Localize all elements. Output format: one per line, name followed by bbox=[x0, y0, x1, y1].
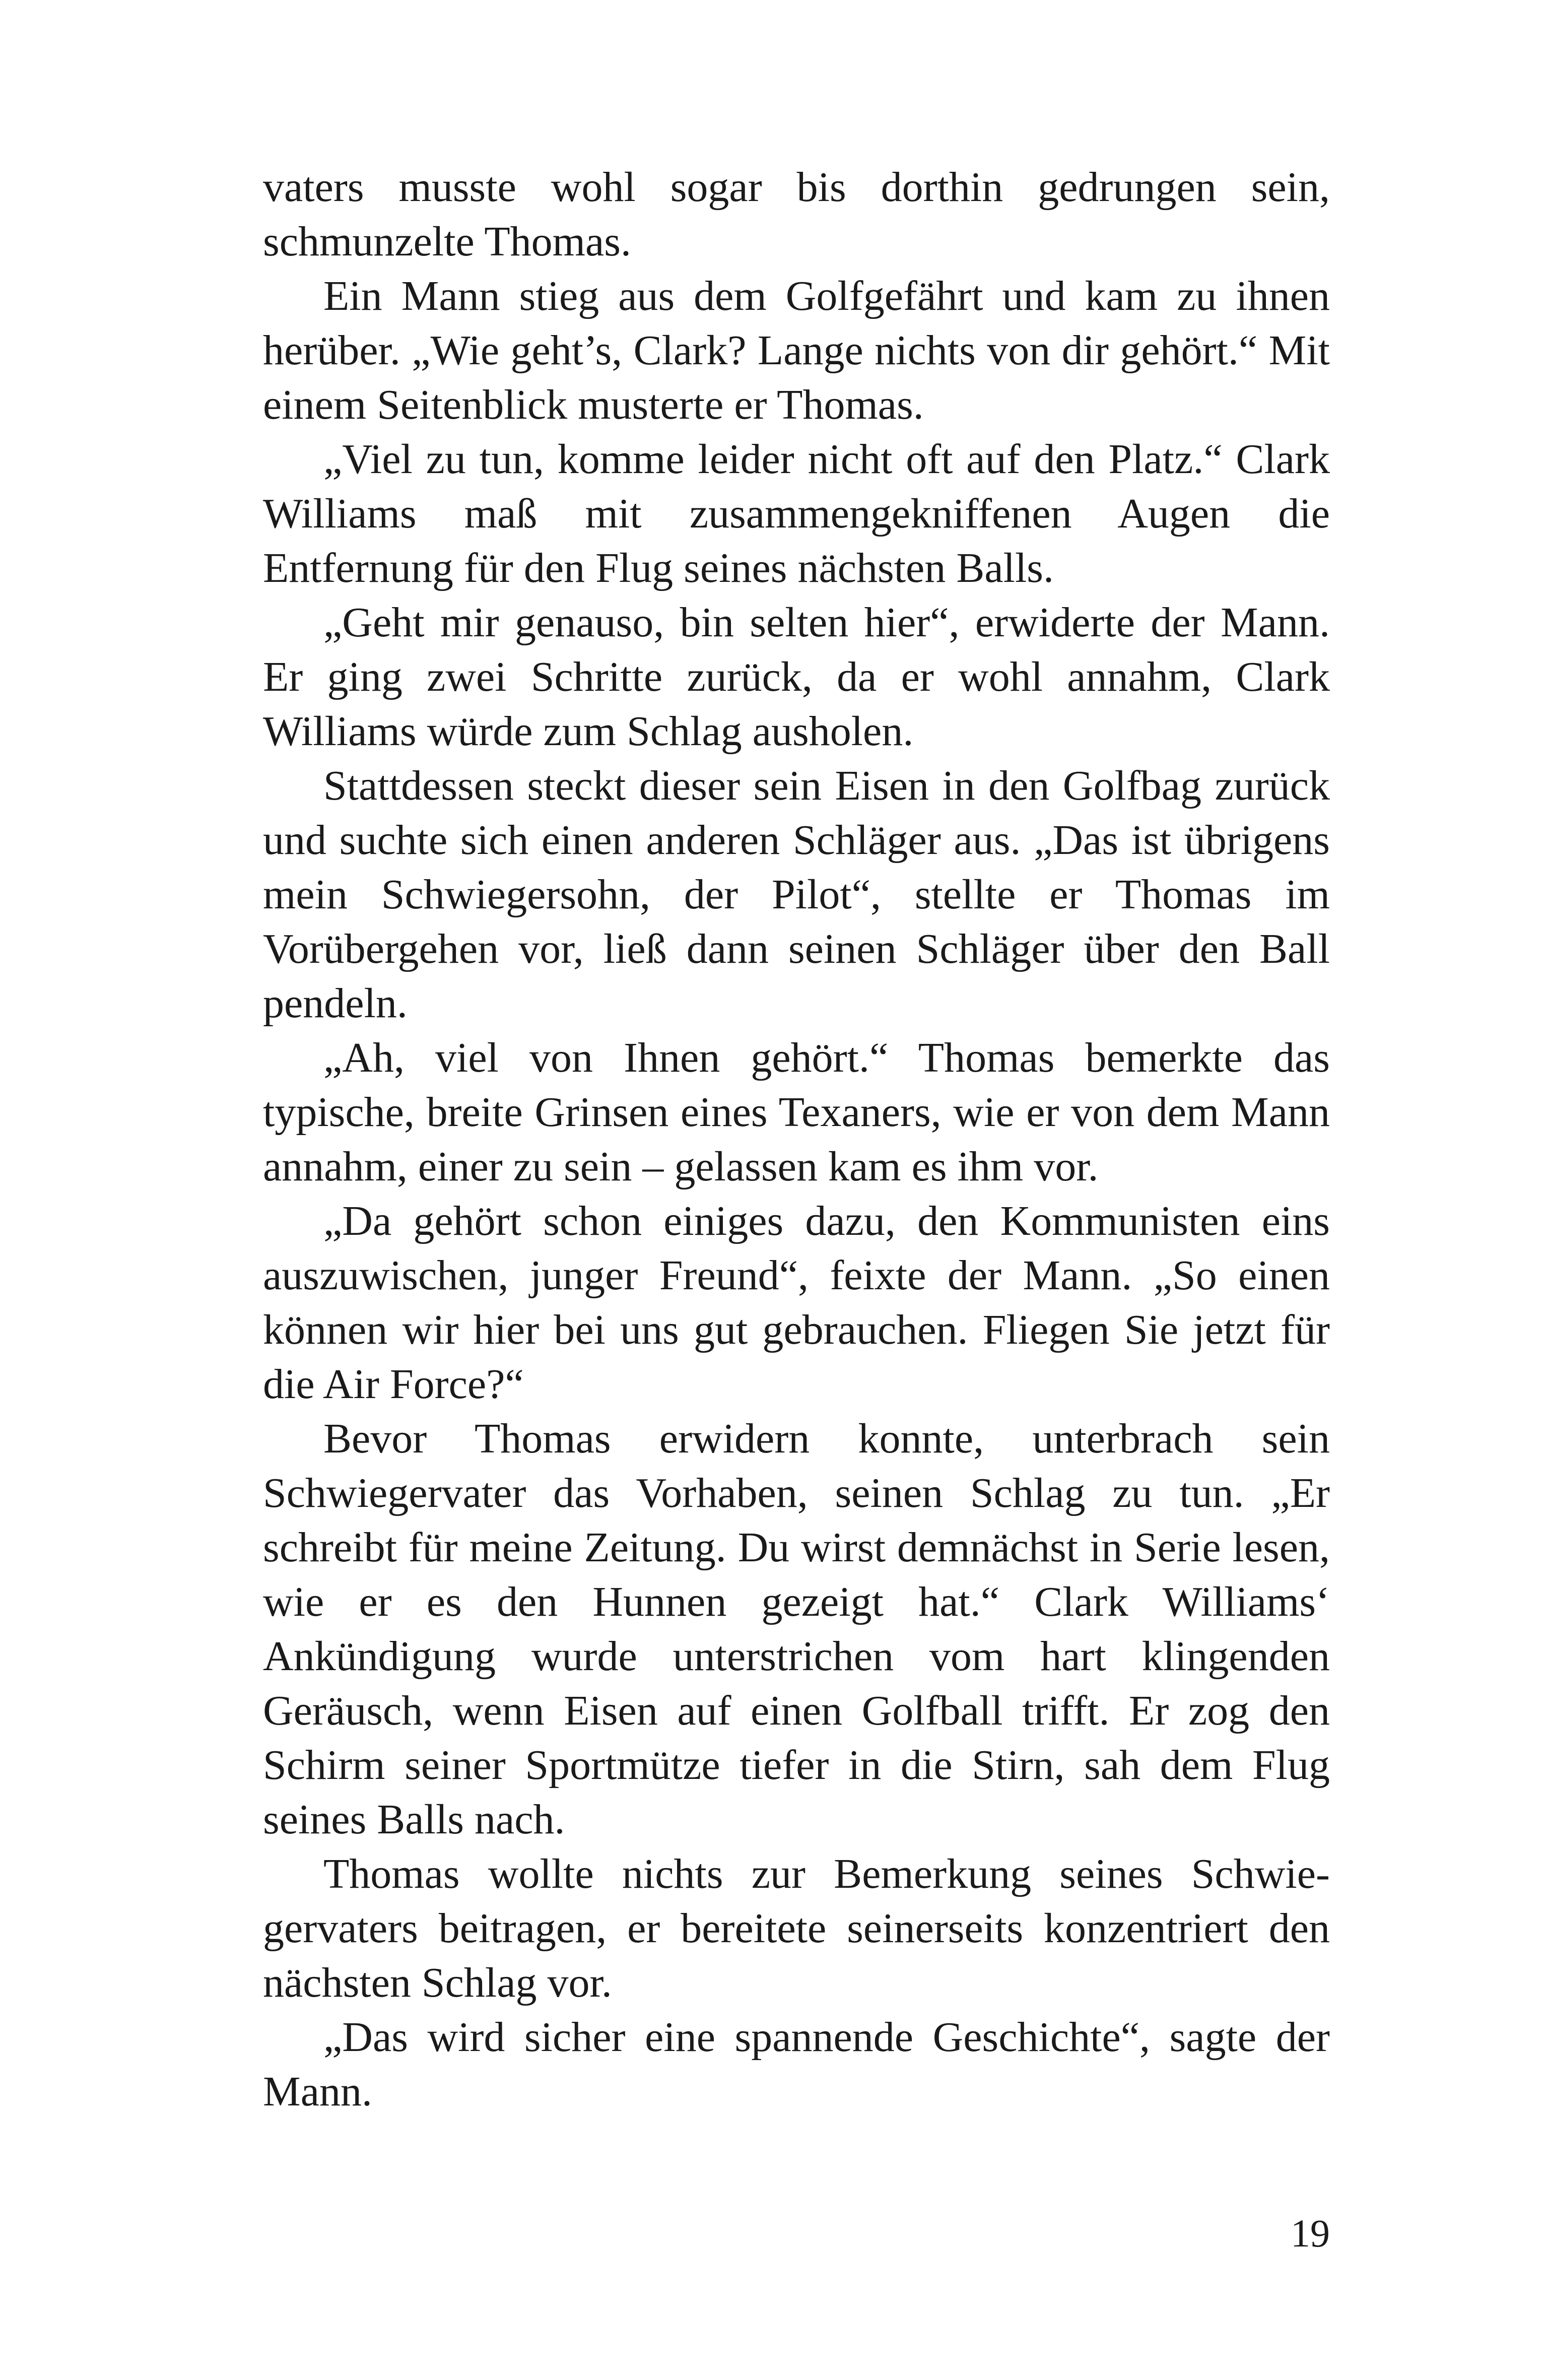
paragraph-4: „Geht mir genauso, bin selten hier“, erwiderte der Mann. Er ging zwei Schritte zurück, da er wohl annahm, Clark Williams würde zum Schlag ausholen. bbox=[263, 599, 1330, 755]
paragraph-5: Stattdessen steckt dieser sein Eisen in den Golfbag zurück und suchte sich einen anderen Schläger aus. „Das ist übrigens mein Schwiegersohn, der Pilot“, stellte er Thomas im Vorübergehen vor, ließ dann seinen Schläger über den Ball pendeln. bbox=[263, 762, 1330, 1027]
paragraph-10: „Das wird sicher eine spannende Geschichte“, sagte der Mann. bbox=[263, 2014, 1330, 2115]
paragraph-7: „Da gehört schon einiges dazu, den Kommunisten eins auszuwischen, junger Freund“, feixte der Mann. „So einen können wir hier bei uns gut gebrauchen. Fliegen Sie jetzt für die Air Force?“ bbox=[263, 1198, 1330, 1408]
body-text bbox=[263, 160, 1330, 2119]
paragraph-2: Ein Mann stieg aus dem Golfgefährt und kam zu ihnen herüber. „Wie geht’s, Clark? Lange nichts von dir gehört.“ Mit einem Seitenblick musterte er Thomas. bbox=[263, 273, 1330, 428]
page-number: 19 bbox=[1291, 2211, 1330, 2255]
paragraph-8: Bevor Thomas erwidern konnte, unterbrach sein Schwiegervater das Vorhaben, seinen Schlag zu tun. „Er schreibt für meine Zeitung. Du wirst demnächst in Serie lesen, wie er es den Hunnen gezeigt hat.“ Clark Williams‘ Ankündigung wurde unterstrichen vom hart klingenden Geräusch, wenn Eisen auf einen Golfball trifft. Er zog den Schirm seiner Sportmütze tiefer in die Stirn, sah dem Flug seines Balls nach. bbox=[263, 1415, 1330, 1843]
paragraph-6: „Ah, viel von Ihnen gehört.“ Thomas bemerkte das typische, breite Grinsen eines Texaners, wie er von dem Mann annahm, einer zu sein – gelassen kam es ihm vor. bbox=[263, 1034, 1330, 1190]
paragraph-1: vaters musste wohl sogar bis dorthin gedrungen sein, schmunzelte Thomas. bbox=[263, 164, 1330, 265]
paragraph-3: „Viel zu tun, komme leider nicht oft auf den Platz.“ Clark Williams maß mit zusammengekniffenen Augen die Entfernung für den Flug seines nächsten Balls. bbox=[263, 436, 1330, 591]
paragraph-9: Thomas wollte nichts zur Bemerkung seines Schwiegervaters beitragen, er bereitete seinerseits konzentriert den nächsten Schlag vor. bbox=[263, 1850, 1330, 2006]
